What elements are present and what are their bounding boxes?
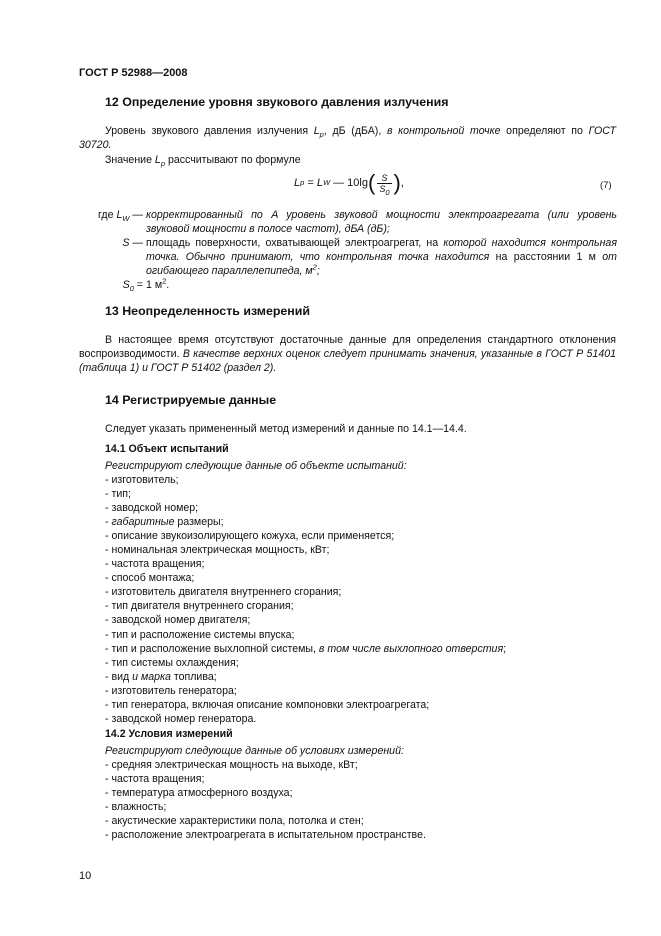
list-item: - температура атмосферного воздуха; [105,787,293,800]
object-data-list [105,473,506,726]
subsection-14-1-lead: Регистрируют следующие данные об объекте испытаний: [105,460,407,472]
list-item: - тип системы охлаждения; [105,656,239,669]
legend-s0: $S_0$ = 1 $м^2$. [122,276,170,294]
list-item: - влажность; [105,801,167,814]
list-item: - заводской номер генератора. [105,712,257,725]
legend-s: S — площадь поверхности, охватывающей электроагрегат, на которой находится контрольная точка. Обычно принимают, что контрольная точка находится на расстоянии 1 м от огибающего параллелепипеда, $м^2$; [122,237,617,277]
list-item: - тип генератора, включая описание компоновки электроагрегата; [105,698,430,711]
list-item: - вид и марка топлива; [105,670,217,683]
list-item: - тип; [105,488,131,501]
list-item: - способ монтажа; [105,572,195,585]
list-item: - частота вращения; [105,773,205,786]
section-13-title: 13 Неопределенность измерений [105,304,311,318]
list-item: - частота вращения; [105,558,205,571]
section-14-title: 14 Регистрируемые данные [105,393,277,407]
list-item: - тип двигателя внутреннего сгорания; [105,600,294,613]
section-12-title: 12 Определение уровня звукового давления излучения [105,95,449,109]
list-item: - изготовитель; [105,474,179,486]
list-item: - заводской номер двигателя; [105,614,251,627]
list-item: - тип и расположение системы впуска; [105,628,295,641]
formula-legend [69,208,617,292]
list-item: - изготовитель генератора; [105,684,237,697]
section-12-paragraph-2: Значение $L_p$ рассчитывают по формуле [105,154,301,169]
formula-fraction: $\frac{S}{S_0}$ [379,172,390,197]
subsection-14-1-title: 14.1 Объект испытаний [105,443,229,455]
list-item: - расположение электроагрегата в испытательном пространстве. [105,829,426,842]
list-item: - габаритные размеры; [105,516,224,529]
list-item: - средняя электрическая мощность на выходе, кВт; [105,759,358,771]
formula-7: L p = L W — 10lg ( $\frac{S}{S_0}$ ) , [294,170,404,197]
subsection-14-2-title: 14.2 Условия измерений [105,728,233,740]
legend-lw: где $L_W$ — корректированный по A уровень звуковой мощности электроагрегата (или уровень звуковой мощности в полосе частот), дБА (дБ); [98,209,617,235]
conditions-data-list [105,758,426,842]
list-item: - заводской номер; [105,502,199,515]
equation-number: (7) [600,180,612,191]
subsection-14-2-lead: Регистрируют следующие данные об условиях измерений: [105,745,404,757]
list-item: - номинальная электрическая мощность, кВт; [105,544,330,557]
section-12-paragraph-1: Уровень звукового давления излучения $L_p$, дБ (дБА), в контрольной точке определяют по ГОСТ 30720. [79,125,616,151]
list-item: - акустические характеристики пола, потолка и стен; [105,815,364,828]
page-number: 10 [79,870,92,882]
document-code: ГОСТ Р 52988—2008 [79,67,188,79]
section-14-intro: Следует указать примененный метод измерений и данные по 14.1—14.4. [105,423,467,435]
list-item: - тип и расположение выхлопной системы, в том числе выхлопного отверстия; [105,642,507,655]
section-13-paragraph: В настоящее время отсутствуют достаточные данные для определения стандартного отклонения воспроизводимости. В качестве верхних оценок следует принимать значения, указанные в ГОСТ Р 51401 (таблица 1) и ГОСТ Р 51402 (раздел 2). [79,334,616,374]
list-item: - изготовитель двигателя внутреннего сгорания; [105,586,342,599]
list-item: - описание звукоизолирующего кожуха, если применяется; [105,530,395,543]
